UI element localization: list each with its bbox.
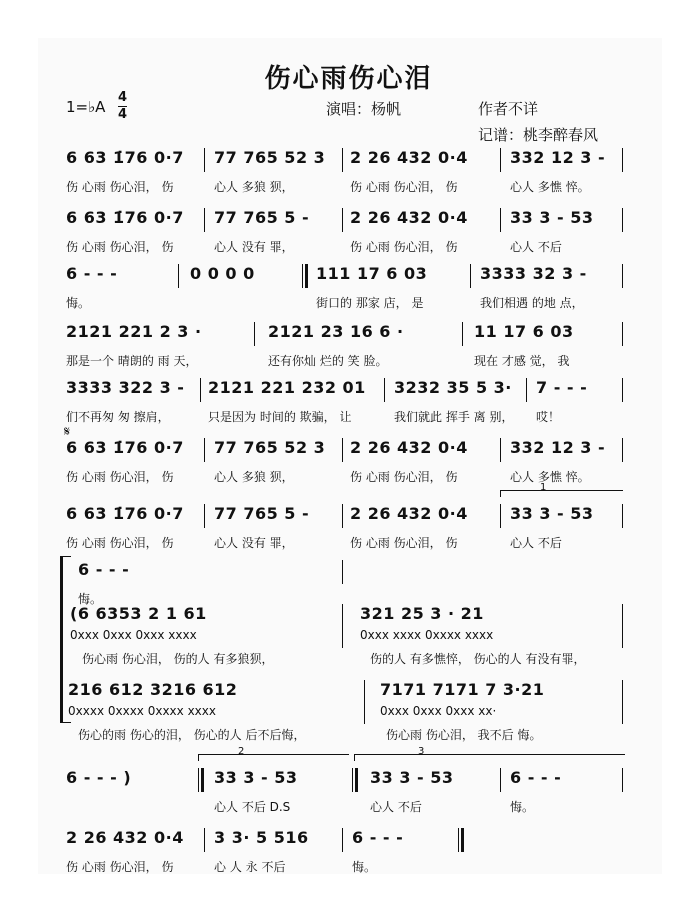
measure-notes: 3232 35 5 3· (394, 378, 512, 397)
measure-notes: 0 0 0 0 (190, 264, 255, 283)
measure-lyrics: 0xxx 0xxx 0xxx xx· (380, 704, 497, 718)
measure-lyrics: 伤 心雨 伤心泪， 伤 (350, 180, 458, 194)
repeat-end-barline (198, 768, 204, 792)
barline (622, 148, 623, 172)
measure-notes: 321 25 3 · 21 (360, 604, 484, 623)
measure-lyrics: 悔。 (66, 296, 91, 310)
measure-notes: 77 765 52 3 (214, 438, 326, 457)
measure-lyrics: 心人 多狼 狈， (214, 180, 294, 194)
barline (204, 828, 205, 852)
barline (500, 438, 501, 462)
measure-notes: 2 26 432 0·4 (350, 148, 468, 167)
barline (342, 438, 343, 462)
measure-lyrics: 心 人 永 不后 (214, 860, 286, 874)
barline (342, 148, 343, 172)
barline (622, 322, 623, 346)
score-row-4 (66, 322, 636, 382)
measure-notes: 11 17 6 03 (474, 322, 574, 341)
barline (200, 378, 201, 402)
measure-lyrics: 伤 心雨 伤心泪， 伤 (66, 240, 174, 254)
measure-lyrics: 心人 多憔 悴。 (510, 180, 590, 194)
measure-lyrics: 心人 多狼 狈， (214, 470, 294, 484)
measure-notes: 3333 322 3 - (66, 378, 185, 397)
measure-lyrics: 们不再匆 匆 擦肩， (66, 410, 170, 424)
barline (500, 504, 501, 528)
final-barline (458, 828, 464, 852)
measure-lyrics: 心人 不后 (370, 800, 422, 814)
measure-notes: 33 3 - 53 (370, 768, 454, 787)
barline (204, 504, 205, 528)
volta-bracket-1 (500, 490, 623, 497)
measure-notes: 33 3 - 53 (214, 768, 298, 787)
measure-lyrics: 伤心的雨 伤心的泪， 伤心的人 后不后悔， (78, 728, 306, 742)
barline (462, 322, 463, 346)
score-row-13 (66, 768, 636, 828)
singer-credit: 演唱：杨帆 (326, 100, 402, 118)
key-signature: 1=♭A (66, 98, 106, 116)
barline (204, 148, 205, 172)
barline (526, 378, 527, 402)
time-signature-top: 4 (118, 90, 128, 105)
score-row-3 (66, 264, 636, 324)
measure-lyrics: 心人 不后 (510, 240, 562, 254)
measure-lyrics: 伤 心雨 伤心泪， 伤 (66, 860, 174, 874)
measure-lyrics: 0xxx 0xxx 0xxx xxxx (70, 628, 197, 642)
barline (342, 828, 343, 852)
score-row-1 (66, 148, 636, 208)
barline (622, 768, 623, 792)
measure-lyrics: 0xxxx 0xxxx 0xxxx xxxx (68, 704, 216, 718)
volta-number-1: 1 (540, 482, 547, 493)
segno-sign: 𝄋 (64, 424, 71, 440)
measure-notes: 7171 7171 7 3·21 (380, 680, 545, 699)
measure-lyrics: 伤 心雨 伤心泪， 伤 (350, 470, 458, 484)
measure-notes: 2 26 432 0·4 (66, 828, 184, 847)
measure-lyrics: 0xxx xxxx 0xxxx xxxx (360, 628, 494, 642)
measure-notes: 6 - - - (352, 828, 404, 847)
measure-notes: 2 26 432 0·4 (350, 208, 468, 227)
barline (470, 264, 471, 288)
measure-notes: 6 63 1̇76 0·7 (66, 438, 184, 457)
measure-lyrics: 伤 心雨 伤心泪， 伤 (350, 240, 458, 254)
page-title: 伤心雨伤心泪 (264, 64, 433, 94)
measure-notes: 6 - - - ) (66, 768, 132, 787)
measure-notes: 2121 221 232 01 (208, 378, 366, 397)
barline (342, 560, 343, 584)
measure-notes: 6 63 1̇76 0·7 (66, 504, 184, 523)
composer-credit: 作者不详 (478, 100, 539, 118)
barline (254, 322, 255, 346)
measure-notes: 2 26 432 0·4 (350, 438, 468, 457)
barline (178, 264, 179, 288)
measure-lyrics: 那是一个 晴朗的 雨 天， (66, 354, 198, 368)
barline (622, 504, 623, 528)
measure-notes: 6 - - - (78, 560, 130, 579)
measure-lyrics: 心人 多憔 悴。 (510, 470, 590, 484)
measure-notes: 332 12 3 - (510, 438, 606, 457)
repeat-start-barline (302, 264, 308, 288)
barline (500, 148, 501, 172)
barline (622, 438, 623, 462)
double-barline (352, 768, 358, 792)
measure-lyrics: 我们就此 挥手 离 别， (394, 410, 514, 424)
barline (342, 208, 343, 232)
measure-notes: 2 26 432 0·4 (350, 504, 468, 523)
measure-notes: 2121 221 2 3 · (66, 322, 202, 341)
score-row-6 (66, 438, 636, 498)
volta-bracket-2 (198, 754, 349, 761)
barline (342, 604, 343, 648)
volta-bracket-3 (354, 754, 625, 761)
measure-lyrics: 伤 心雨 伤心泪， 伤 (350, 536, 458, 550)
measure-lyrics: 哎！ (536, 410, 561, 424)
measure-lyrics: 悔。 (78, 592, 103, 606)
measure-lyrics: 只是因为 时间的 欺骗， 让 (208, 410, 352, 424)
transcriber-credit: 记谱：桃李醉春风 (478, 126, 599, 144)
measure-notes: 77 765 5 - (214, 504, 310, 523)
measure-lyrics: 悔。 (352, 860, 377, 874)
score-row-7 (66, 504, 636, 564)
measure-notes: (6 6353 2 1 61 (70, 604, 207, 623)
measure-lyrics: 还有你灿 烂的 笑 脸。 (268, 354, 388, 368)
score-row-2 (66, 208, 636, 268)
measure-notes: 6 - - - (510, 768, 562, 787)
barline (622, 680, 623, 724)
measure-lyrics: 悔。 (510, 800, 535, 814)
measure-notes: 33 3 - 53 (510, 208, 594, 227)
measure-lyrics: 心人 不后 D.S (214, 800, 291, 814)
barline (622, 604, 623, 648)
measure-notes: 2121 23 16 6 · (268, 322, 404, 341)
measure-lyrics: 伤心雨 伤心泪， 我不后 悔。 (386, 728, 542, 742)
measure-notes: 77 765 52 3 (214, 148, 326, 167)
volta-number-3: 3 (418, 746, 425, 757)
measure-notes: 6 63 1̇76 0·7 (66, 208, 184, 227)
barline (622, 264, 623, 288)
barline (500, 208, 501, 232)
score-row-14 (66, 828, 636, 888)
measure-notes: 3333 32 3 - (480, 264, 587, 283)
measure-notes: 332 12 3 - (510, 148, 606, 167)
barline (500, 768, 501, 792)
measure-notes: 216 612 3216 612 (68, 680, 238, 699)
measure-lyrics: 我们相遇 的地 点， (480, 296, 584, 310)
time-signature-bottom: 4 (118, 107, 128, 122)
barline (384, 378, 385, 402)
measure-lyrics: 伤 心雨 伤心泪， 伤 (66, 470, 174, 484)
barline (204, 438, 205, 462)
measure-notes: 111 17 6 03 (316, 264, 428, 283)
barline (622, 208, 623, 232)
measure-notes: 3 3· 5 516 (214, 828, 309, 847)
measure-lyrics: 伤 心雨 伤心泪， 伤 (66, 180, 174, 194)
volta-number-2: 2 (238, 746, 245, 757)
measure-notes: 6 - - - (66, 264, 118, 283)
measure-lyrics: 心人 没有 罪， (214, 240, 294, 254)
measure-lyrics: 伤心雨 伤心泪， 伤的人 有多狼狈， (82, 652, 274, 666)
score-row-5 (66, 378, 636, 438)
measure-notes: 77 765 5 - (214, 208, 310, 227)
measure-lyrics: 现在 才感 觉， 我 (474, 354, 570, 368)
barline (204, 208, 205, 232)
barline (622, 378, 623, 402)
barline (364, 680, 365, 724)
measure-lyrics: 心人 没有 罪， (214, 536, 294, 550)
measure-notes: 7 - - - (536, 378, 588, 397)
measure-lyrics: 街口的 那家 店， 是 (316, 296, 424, 310)
measure-lyrics: 伤 心雨 伤心泪， 伤 (66, 536, 174, 550)
measure-lyrics: 伤的人 有多憔悴， 伤心的人 有没有罪， (370, 652, 586, 666)
measure-lyrics: 心人 不后 (510, 536, 562, 550)
measure-notes: 6 63 1̇76 0·7 (66, 148, 184, 167)
barline (342, 504, 343, 528)
measure-notes: 33 3 - 53 (510, 504, 594, 523)
